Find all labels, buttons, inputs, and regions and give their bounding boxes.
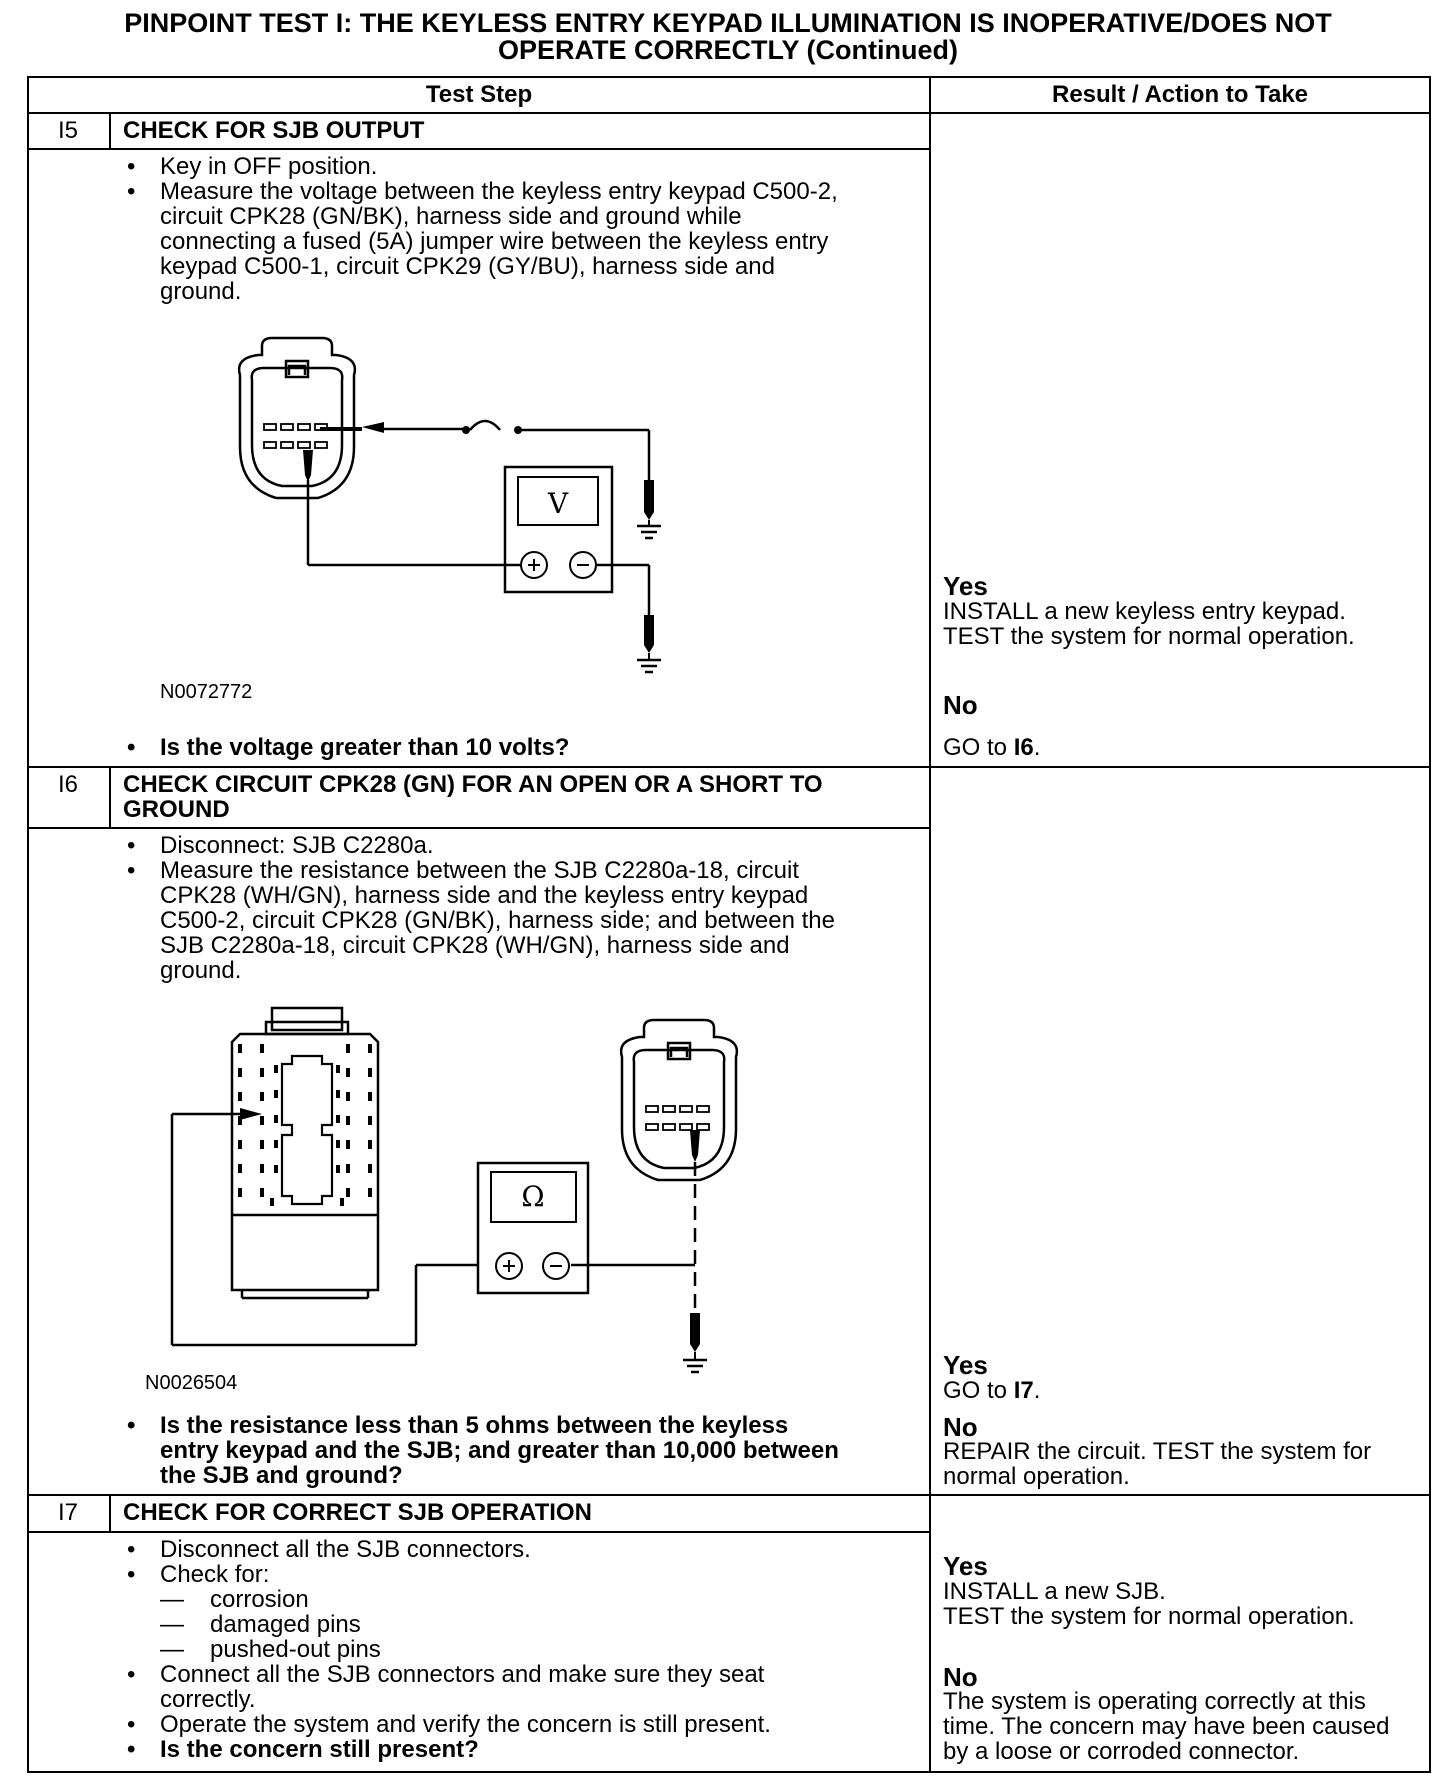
i7-check-corrosion: — corrosion: [123, 1587, 764, 1612]
i7-question: • Is the concern still present?: [123, 1737, 771, 1762]
i7-check-pushed-out-pins: — pushed-out pins: [123, 1637, 764, 1662]
i7-no-text-2: time. The concern may have been caused: [943, 1713, 1390, 1740]
i6-yes-text-suffix: .: [1033, 1377, 1041, 1404]
step-title-i5: CHECK FOR SJB OUTPUT: [123, 117, 425, 144]
sjb-probe-wire: [172, 1108, 495, 1345]
i6-yes-label: Yes: [943, 1350, 988, 1380]
i7-bullet-4: • Operate the system and verify the concern is still present.: [123, 1712, 771, 1737]
i7-bullet-3-line-2: correctly.: [160, 1686, 256, 1713]
keypad-probe-and-ground: [571, 1130, 707, 1372]
i6-yes-text: [943, 1378, 1040, 1403]
i6-figure-id: N0026504: [145, 1372, 238, 1394]
i7-no-text-3: by a loose or corroded connector.: [943, 1738, 1300, 1765]
sjb-connector-pins: [238, 1044, 372, 1206]
i6-bullet-2-line-5: ground.: [160, 957, 242, 984]
i5-bullet-2-line-5: ground.: [160, 278, 242, 305]
i5-no-text-prefix: GO to: [943, 734, 1014, 761]
column-header-result: Result / Action to Take: [1051, 81, 1309, 108]
i7-bullet-3: • Connect all the SJB connectors and make sure they seat: [123, 1662, 764, 1687]
i6-bullet-2-line-2: CPK28 (WH/GN), harness side and the keyless entry keypad: [160, 882, 809, 909]
i7-check-damaged-pins: — damaged pins: [123, 1612, 764, 1637]
i5-bullet-2-line-2: circuit CPK28 (GN/BK), harness side and ground while: [160, 203, 742, 230]
i7-yes-text-2: TEST the system for normal operation.: [943, 1603, 1355, 1630]
i6-no-label: No: [943, 1412, 978, 1442]
i7-instructions-cont: [123, 1712, 771, 1762]
i5-bullet-2-line-3: connecting a fused (5A) jumper wire between the keyless entry: [160, 228, 829, 255]
step-title-i6-line-1: CHECK CIRCUIT CPK28 (GN) FOR AN OPEN OR A SHORT TO: [123, 771, 823, 798]
keypad-connector-c500-i6: [621, 1020, 737, 1180]
ohmmeter-symbol: Ω: [521, 1180, 545, 1213]
i5-no-text-suffix: .: [1033, 734, 1041, 761]
i5-no-text-step-link: I6: [1013, 734, 1034, 761]
i6-no-text-1: REPAIR the circuit. TEST the system for: [943, 1438, 1372, 1465]
page-title-line-2: OPERATE CORRECTLY (Continued): [497, 35, 958, 65]
sjb-connector-c2280a: [232, 1008, 378, 1298]
i6-question-line-2: entry keypad and the SJB; and greater than 10,000 between: [160, 1437, 839, 1464]
i7-no-label: No: [943, 1662, 978, 1692]
step-id-i7: I7: [57, 1499, 78, 1526]
i6-question: [123, 1413, 788, 1438]
i6-yes-text-prefix: GO to: [943, 1377, 1014, 1404]
voltmeter-symbol: V: [547, 487, 569, 520]
i6-bullet-1: • Disconnect: SJB C2280a.: [123, 833, 799, 858]
step-id-i5: I5: [57, 117, 78, 144]
i7-no-text-1: The system is operating correctly at this: [943, 1688, 1366, 1715]
i7-yes-text-1: INSTALL a new SJB.: [943, 1578, 1166, 1605]
i6-bullet-2-line-4: SJB C2280a-18, circuit CPK28 (WH/GN), harness side and: [160, 932, 790, 959]
step-title-i6-line-2: GROUND: [123, 796, 230, 823]
i5-figure-id: N0072772: [160, 681, 253, 703]
i6-bullet-2: • Measure the resistance between the SJB C2280a-18, circuit: [123, 858, 799, 883]
i5-yes-text-2: TEST the system for normal operation.: [943, 623, 1355, 650]
i6-question-line-1: • Is the resistance less than 5 ohms between the keyless: [123, 1413, 788, 1438]
i6-question-line-3: the SJB and ground?: [160, 1462, 403, 1489]
i7-bullet-1: • Disconnect all the SJB connectors.: [123, 1537, 764, 1562]
i6-bullet-2-line-3: C500-2, circuit CPK28 (GN/BK), harness side; and between the: [160, 907, 835, 934]
step-id-i6: I6: [57, 771, 78, 798]
i5-bullet-2-line-4: keypad C500-1, circuit CPK29 (GY/BU), harness side and: [160, 253, 775, 280]
i5-yes-text-1: INSTALL a new keyless entry keypad.: [943, 598, 1346, 625]
step-title-i7: CHECK FOR CORRECT SJB OPERATION: [123, 1499, 592, 1526]
i5-question-text: • Is the voltage greater than 10 volts?: [123, 735, 569, 760]
i7-instructions: [123, 1537, 764, 1687]
i5-bullet-1: • Key in OFF position.: [123, 154, 838, 179]
i5-yes-label: Yes: [943, 571, 988, 601]
i7-yes-label: Yes: [943, 1551, 988, 1581]
i5-no-label: No: [943, 690, 978, 720]
page-title-line-1: PINPOINT TEST I: THE KEYLESS ENTRY KEYPAD ILLUMINATION IS INOPERATIVE/DOES NOT: [124, 8, 1332, 38]
i6-no-text-2: normal operation.: [943, 1463, 1130, 1490]
i5-bullet-2: • Measure the voltage between the keyless entry keypad C500-2,: [123, 179, 838, 204]
i7-bullet-2: • Check for:: [123, 1562, 764, 1587]
column-header-test-step: Test Step: [425, 81, 533, 108]
i6-yes-text-step-link: I7: [1013, 1377, 1034, 1404]
